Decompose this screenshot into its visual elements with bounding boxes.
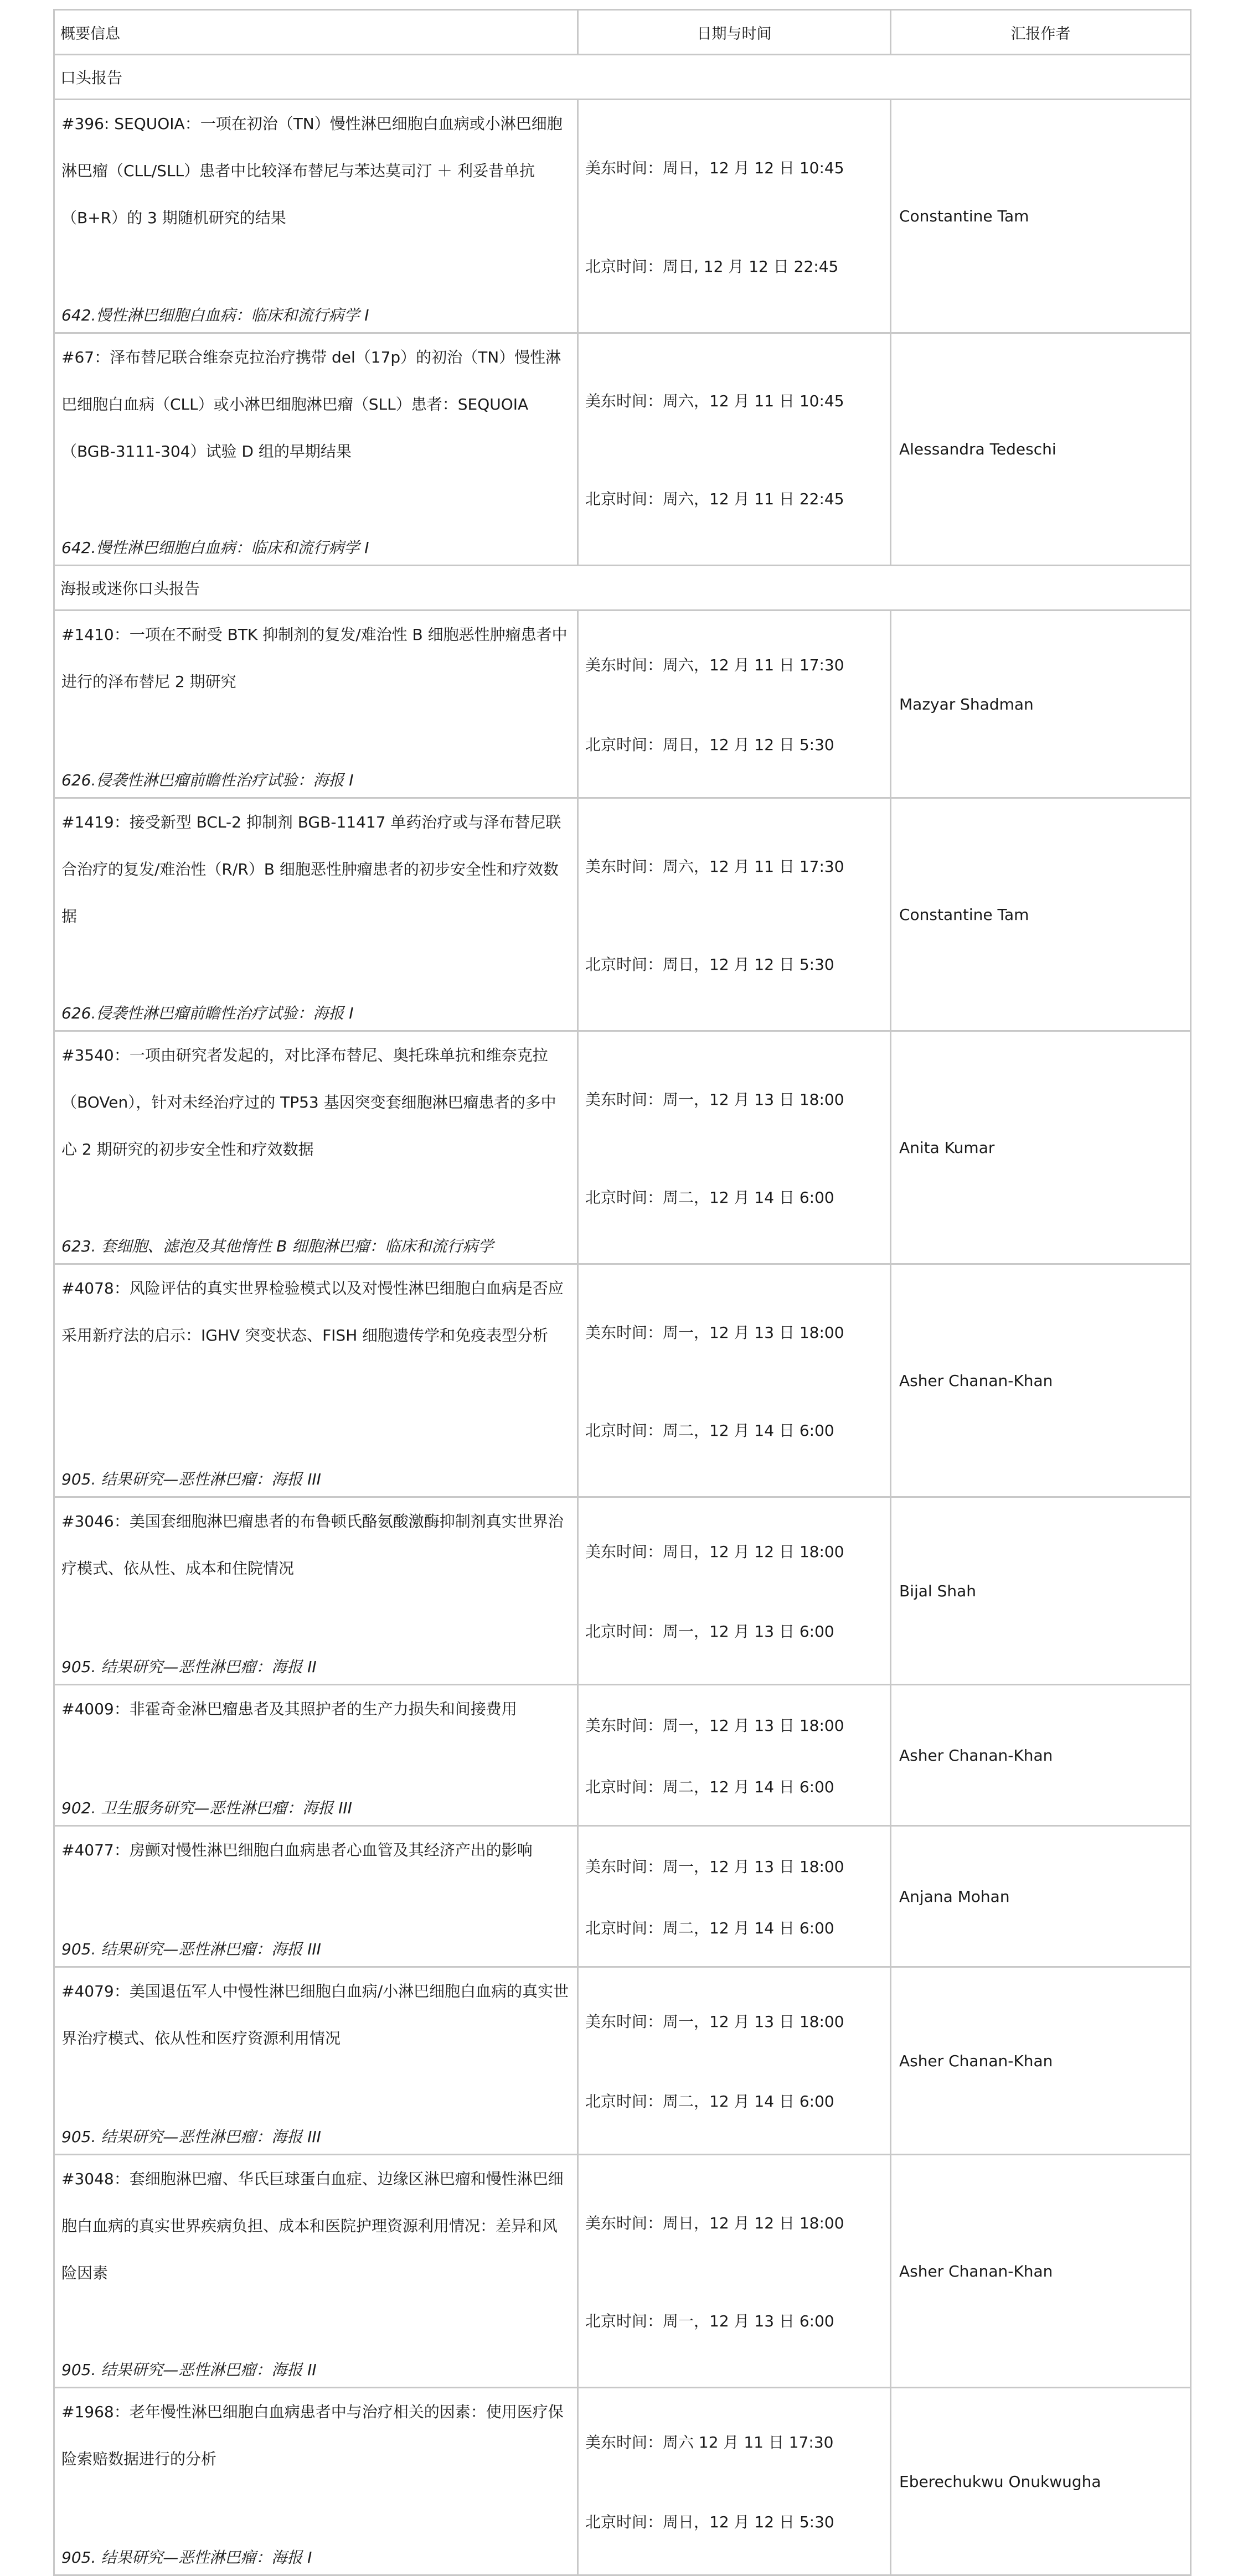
summary-cell [54, 333, 578, 566]
table-row [54, 2388, 1191, 2575]
summary-cell [54, 798, 578, 1031]
beijing-time: 北京时间：周一，12 月 13 日 6:00 [585, 1622, 834, 1641]
summary-cell [54, 2388, 578, 2575]
us-eastern-time: 美东时间：周一，12 月 13 日 18:00 [585, 1857, 844, 1876]
author-cell: Constantine Tam [891, 798, 1191, 1031]
datetime-cell [578, 1497, 891, 1685]
summary-cell [54, 1685, 578, 1826]
beijing-time: 北京时间：周一，12 月 13 日 6:00 [585, 2311, 834, 2330]
summary-cell [54, 1967, 578, 2155]
table-row [54, 333, 1191, 566]
session-category: 623. 套细胞、滤泡及其他惰性 B 细胞淋巴瘤：临床和流行病学 [61, 1237, 494, 1255]
abstract-title: #4077：房颤对慢性淋巴细胞白血病患者心血管及其经济产出的影响 [61, 1841, 533, 1859]
abstract-title: #1968：老年慢性淋巴细胞白血病患者中与治疗相关的因素：使用医疗保险索赔数据进行的分析 [61, 2403, 564, 2468]
beijing-time: 北京时间：周日，12 月 12 日 5:30 [585, 736, 834, 754]
abstract-title: #4079：美国退伍军人中慢性淋巴细胞白血病/小淋巴细胞白血病的真实世界治疗模式、依从性和医疗资源利用情况 [61, 1982, 569, 2047]
session-category: 905. 结果研究—恶性淋巴瘤：海报 III [61, 2128, 321, 2146]
section-label: 口头报告 [54, 55, 1191, 100]
table-row [54, 2155, 1191, 2388]
abstract-title: #3046：美国套细胞淋巴瘤患者的布鲁顿氏酪氨酸激酶抑制剂真实世界治疗模式、依从性、成本和住院情况 [61, 1512, 564, 1577]
table-row [54, 100, 1191, 333]
author-cell: Constantine Tam [891, 100, 1191, 333]
section-row [54, 566, 1191, 611]
section-row [54, 55, 1191, 100]
beijing-time: 北京时间：周二，12 月 14 日 6:00 [585, 1188, 834, 1207]
us-eastern-time: 美东时间：周一，12 月 13 日 18:00 [585, 1323, 844, 1342]
beijing-time: 北京时间：周二，12 月 14 日 6:00 [585, 1777, 834, 1796]
abstract-title: #4009：非霍奇金淋巴瘤患者及其照护者的生产力损失和间接费用 [61, 1700, 517, 1718]
beijing-time: 北京时间：周二，12 月 14 日 6:00 [585, 1918, 834, 1937]
datetime-cell [578, 1264, 891, 1497]
author-cell: Anjana Mohan [891, 1826, 1191, 1967]
beijing-time: 北京时间：周日, 12 月 12 日 22:45 [585, 257, 839, 276]
session-category: 902. 卫生服务研究—恶性淋巴瘤：海报 III [61, 1799, 352, 1817]
author-cell: Bijal Shah [891, 1497, 1191, 1685]
header-datetime: 日期与时间 [578, 10, 891, 55]
us-eastern-time: 美东时间：周六 12 月 11 日 17:30 [585, 2433, 834, 2451]
author-cell: Asher Chanan-Khan [891, 1967, 1191, 2155]
table-row [54, 1826, 1191, 1967]
table-row [54, 1685, 1191, 1826]
table-header-row [54, 10, 1191, 55]
header-author: 汇报作者 [891, 10, 1191, 55]
table-row [54, 798, 1191, 1031]
author-cell: Asher Chanan-Khan [891, 2155, 1191, 2388]
author-cell: Anita Kumar [891, 1031, 1191, 1264]
session-category: 905. 结果研究—恶性淋巴瘤：海报 II [61, 2361, 317, 2379]
author-cell: Eberechukwu Onukwugha [891, 2388, 1191, 2575]
beijing-time: 北京时间：周六，12 月 11 日 22:45 [585, 490, 844, 508]
beijing-time: 北京时间：周日，12 月 12 日 5:30 [585, 955, 834, 974]
presentations-table [53, 9, 1192, 2576]
abstract-title: #3048：套细胞淋巴瘤、华氏巨球蛋白血症、边缘区淋巴瘤和慢性淋巴细胞白血病的真实世界疾病负担、成本和医院护理资源利用情况：差异和风险因素 [61, 2170, 564, 2282]
us-eastern-time: 美东时间：周六，12 月 11 日 10:45 [585, 392, 844, 410]
session-category: 905. 结果研究—恶性淋巴瘤：海报 II [61, 1658, 317, 1676]
us-eastern-time: 美东时间：周六，12 月 11 日 17:30 [585, 656, 844, 674]
beijing-time: 北京时间：周日，12 月 12 日 5:30 [585, 2513, 834, 2531]
author-cell: Asher Chanan-Khan [891, 1685, 1191, 1826]
session-category: 642.慢性淋巴细胞白血病：临床和流行病学 I [61, 306, 369, 324]
header-summary: 概要信息 [54, 10, 578, 55]
author-cell: Asher Chanan-Khan [891, 1264, 1191, 1497]
summary-cell [54, 1264, 578, 1497]
beijing-time: 北京时间：周二，12 月 14 日 6:00 [585, 1421, 834, 1440]
datetime-cell [578, 100, 891, 333]
author-cell: Alessandra Tedeschi [891, 333, 1191, 566]
author-cell: Mazyar Shadman [891, 611, 1191, 798]
abstract-title: #3540：一项由研究者发起的，对比泽布替尼、奥托珠单抗和维奈克拉（BOVen），针对未经治疗过的 TP53 基因突变套细胞淋巴瘤患者的多中心 2 期研究的初步安全性和疗效数据 [61, 1046, 556, 1158]
us-eastern-time: 美东时间：周日，12 月 12 日 18:00 [585, 2213, 844, 2232]
datetime-cell [578, 2388, 891, 2575]
session-category: 626.侵袭性淋巴瘤前瞻性治疗试验：海报 I [61, 1004, 354, 1022]
session-category: 626.侵袭性淋巴瘤前瞻性治疗试验：海报 I [61, 771, 354, 789]
abstract-title: #4078：风险评估的真实世界检验模式以及对慢性淋巴细胞白血病是否应采用新疗法的启示：IGHV 突变状态、FISH 细胞遗传学和免疫表型分析 [61, 1279, 564, 1344]
table-row [54, 1967, 1191, 2155]
datetime-cell [578, 1967, 891, 2155]
datetime-cell [578, 1031, 891, 1264]
summary-cell [54, 1497, 578, 1685]
session-category: 905. 结果研究—恶性淋巴瘤：海报 III [61, 1940, 321, 1958]
abstract-title: #1410：一项在不耐受 BTK 抑制剂的复发/难治性 B 细胞恶性肿瘤患者中进行的泽布替尼 2 期研究 [61, 625, 568, 691]
us-eastern-time: 美东时间：周一，12 月 13 日 18:00 [585, 1090, 844, 1109]
us-eastern-time: 美东时间：周六，12 月 11 日 17:30 [585, 857, 844, 876]
session-category: 642.慢性淋巴细胞白血病：临床和流行病学 I [61, 539, 369, 557]
section-label: 海报或迷你口头报告 [54, 566, 1191, 611]
datetime-cell [578, 333, 891, 566]
summary-cell [54, 1031, 578, 1264]
us-eastern-time: 美东时间：周一，12 月 13 日 18:00 [585, 1716, 844, 1735]
datetime-cell [578, 611, 891, 798]
us-eastern-time: 美东时间：周一，12 月 13 日 18:00 [585, 2013, 844, 2031]
table-row [54, 1264, 1191, 1497]
table-row [54, 1497, 1191, 1685]
summary-cell [54, 2155, 578, 2388]
summary-cell [54, 611, 578, 798]
table-row [54, 611, 1191, 798]
datetime-cell [578, 1826, 891, 1967]
datetime-cell [578, 798, 891, 1031]
summary-cell [54, 100, 578, 333]
abstract-title: #396: SEQUOIA：一项在初治（TN）慢性淋巴细胞白血病或小淋巴细胞淋巴瘤（CLL/SLL）患者中比较泽布替尼与苯达莫司汀 ＋ 利妥昔单抗（B+R）的 3 期随机研究的结果 [61, 115, 563, 227]
abstract-title: #1419：接受新型 BCL-2 抑制剂 BGB-11417 单药治疗或与泽布替尼联合治疗的复发/难治性（R/R）B 细胞恶性肿瘤患者的初步安全性和疗效数据 [61, 813, 561, 925]
datetime-cell [578, 1685, 891, 1826]
table-row [54, 1031, 1191, 1264]
abstract-title: #67：泽布替尼联合维奈克拉治疗携带 del（17p）的初治（TN）慢性淋巴细胞白血病（CLL）或小淋巴细胞淋巴瘤（SLL）患者：SEQUOIA（BGB-3111-304）试验 D 组的早期结果 [61, 348, 561, 461]
us-eastern-time: 美东时间：周日，12 月 12 日 18:00 [585, 1543, 844, 1561]
summary-cell [54, 1826, 578, 1967]
us-eastern-time: 美东时间：周日，12 月 12 日 10:45 [585, 158, 844, 177]
session-category: 905. 结果研究—恶性淋巴瘤：海报 III [61, 1470, 321, 1488]
beijing-time: 北京时间：周二，12 月 14 日 6:00 [585, 2092, 834, 2111]
datetime-cell [578, 2155, 891, 2388]
session-category: 905. 结果研究—恶性淋巴瘤：海报 I [61, 2548, 312, 2567]
